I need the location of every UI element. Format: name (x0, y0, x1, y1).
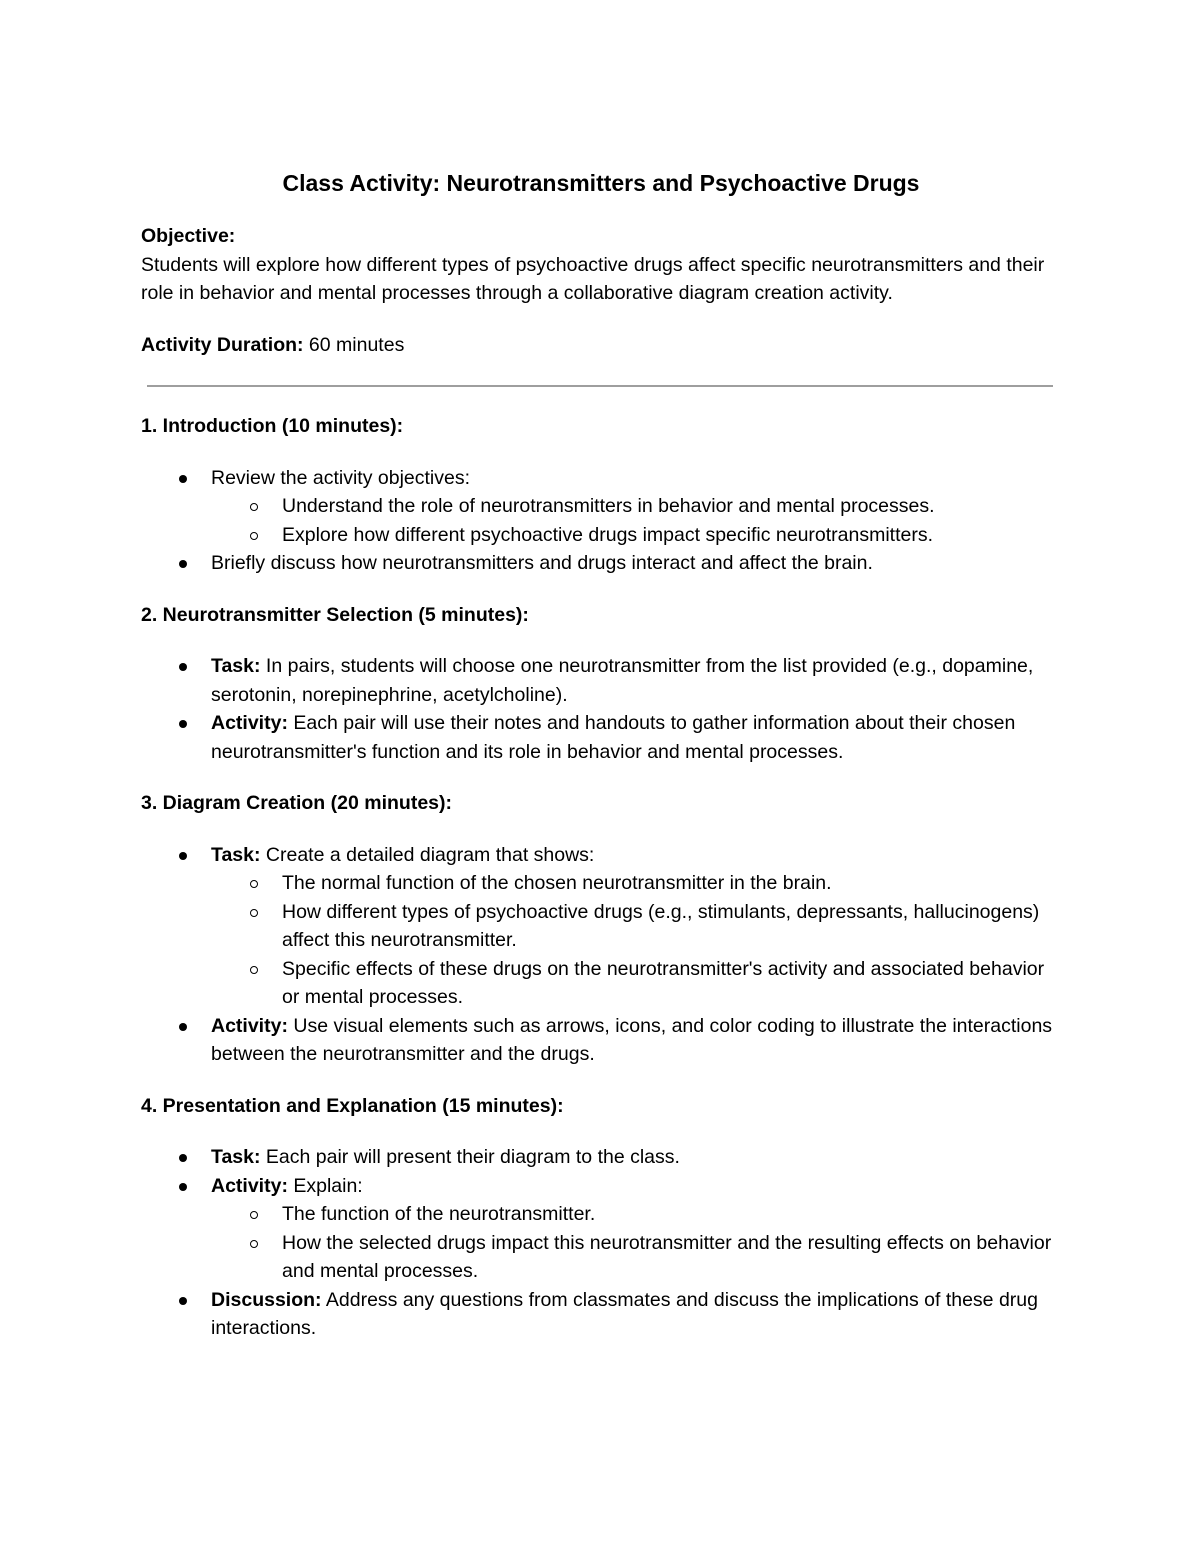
bullet-list (141, 1143, 1061, 1343)
sub-list (211, 492, 1061, 549)
item-text: Briefly discuss how neurotransmitters and drugs interact and affect the brain. (211, 552, 873, 574)
bullet-list (141, 652, 1061, 766)
item-label: Activity: (211, 712, 288, 734)
item-text: Create a detailed diagram that shows: (260, 843, 595, 866)
list-item (141, 1172, 1061, 1286)
list-item (141, 1012, 1061, 1069)
bullet-dot-icon (179, 560, 187, 568)
item-label: Task: (211, 1146, 261, 1168)
item-label: Discussion: (211, 1288, 322, 1311)
item-text: Explain: (287, 1174, 363, 1197)
document-page (141, 166, 1061, 1343)
bullet-list (141, 464, 1061, 578)
hollow-bullet-icon (250, 532, 258, 540)
sub-item-text: The function of the neurotransmitter. (282, 1203, 596, 1225)
sub-list-item (141, 1229, 1061, 1286)
sub-item-text: Understand the role of neurotransmitters in behavior and mental processes. (282, 495, 935, 517)
duration-label: Activity Duration: (141, 333, 304, 356)
item-text: Address any questions from classmates and discuss the implications of these drug interactions. (211, 1288, 1038, 1339)
sub-item-text: How the selected drugs impact this neurotransmitter and the resulting effects on behavior and mental processes. (282, 1231, 1052, 1282)
item-text: Use visual elements such as arrows, icons, and color coding to illustrate the interactions between the neurotransmitter and the drugs. (211, 1014, 1053, 1065)
list-item (141, 1143, 1061, 1172)
section-title: 1. Introduction (10 minutes): (141, 415, 404, 437)
sub-list-item (141, 492, 1061, 521)
duration-value: 60 minutes (303, 333, 405, 356)
section-title: 4. Presentation and Explanation (15 minutes): (141, 1094, 564, 1117)
hollow-bullet-icon (250, 909, 258, 917)
hollow-bullet-icon (250, 1211, 258, 1219)
sub-list-item (141, 898, 1061, 955)
section-title: 3. Diagram Creation (20 minutes): (141, 792, 452, 814)
hollow-bullet-icon (250, 1240, 258, 1248)
list-item (141, 841, 1061, 1012)
sub-list-item (141, 955, 1061, 1012)
bullet-dot-icon (179, 852, 187, 860)
bullet-dot-icon (179, 720, 187, 728)
bullet-dot-icon (179, 1023, 187, 1031)
sub-item-text: The normal function of the chosen neurotransmitter in the brain. (282, 872, 832, 894)
list-item (141, 652, 1061, 709)
objective-label: Objective: (141, 225, 236, 247)
sub-list (211, 869, 1061, 1012)
sub-list-item (141, 1200, 1061, 1229)
item-text: Each pair will present their diagram to the class. (260, 1146, 680, 1168)
list-item (141, 549, 1061, 578)
sub-item-text: Specific effects of these drugs on the neurotransmitter's activity and associated behavior or mental processes. (282, 957, 1045, 1008)
sub-item-text: How different types of psychoactive drugs (e.g., stimulants, depressants, hallucinogens) affect this neurotransmitter. (282, 900, 1040, 951)
objective-text: Students will explore how different types of psychoactive drugs affect specific neurotransmitters and their role in behavior and mental processes through a collaborative diagram creation activity. (141, 253, 1045, 304)
list-item (141, 464, 1061, 550)
hollow-bullet-icon (250, 966, 258, 974)
bullet-dot-icon (179, 1154, 187, 1162)
sub-item-text: Explore how different psychoactive drugs impact specific neurotransmitters. (282, 523, 934, 546)
bullet-dot-icon (179, 1183, 187, 1191)
item-label: Activity: (211, 1014, 288, 1037)
item-label: Activity: (211, 1174, 288, 1197)
item-text: Each pair will use their notes and handouts to gather information about their chosen neurotransmitter's function and its role in behavior and mental processes. (211, 712, 1016, 763)
sub-list-item (141, 521, 1061, 550)
hollow-bullet-icon (250, 880, 258, 888)
item-label: Task: (211, 655, 261, 677)
item-text: Review the activity objectives: (211, 466, 471, 489)
list-item (141, 1286, 1061, 1343)
item-label: Task: (211, 843, 261, 866)
document-title: Class Activity: Neurotransmitters and Psychoactive Drugs (282, 170, 920, 196)
sub-list (211, 1200, 1061, 1286)
sections-container (141, 412, 1061, 1343)
hollow-bullet-icon (250, 503, 258, 511)
horizontal-divider (147, 385, 1053, 387)
bullet-dot-icon (179, 663, 187, 671)
sub-list-item (141, 869, 1061, 898)
activity-duration (141, 331, 1061, 360)
bullet-dot-icon (179, 1297, 187, 1305)
item-text: In pairs, students will choose one neurotransmitter from the list provided (e.g., dopamine, serotonin, norepinephrine, acetylcholine). (211, 655, 1034, 706)
list-item (141, 709, 1061, 766)
bullet-dot-icon (179, 475, 187, 483)
bullet-list (141, 841, 1061, 1069)
section-title: 2. Neurotransmitter Selection (5 minutes): (141, 603, 529, 626)
